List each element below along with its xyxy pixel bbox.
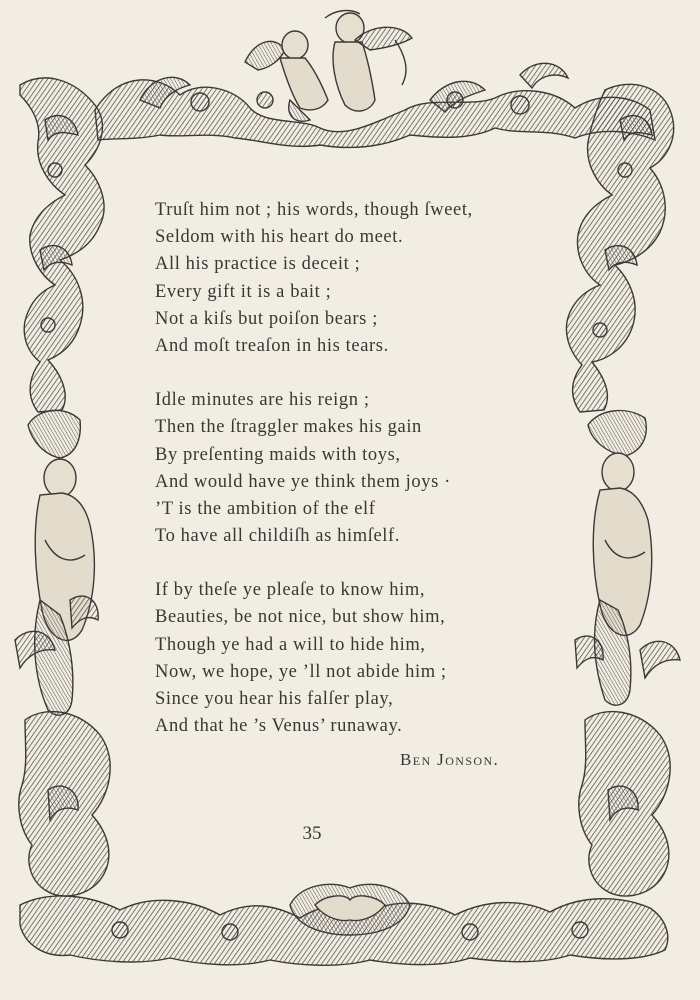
poem-line: To have all childiſh as himſelf. [155, 526, 400, 547]
stanza-2 [155, 387, 545, 550]
poem-line: And moſt treaſon in his tears. [155, 335, 389, 356]
poem-line: Every gift it is a bait ; [155, 281, 332, 302]
poem-line: And would have ye think them joys · [155, 471, 451, 492]
poem-line: By preſenting maids with toys, [155, 444, 401, 465]
poem-line: Seldom with his heart do meet. [155, 227, 404, 248]
poem-line: Now, we hope, ye ’ll not abide him ; [155, 661, 447, 682]
poem-author: Ben Jonson. [400, 750, 500, 769]
poem-line: ’T is the ambition of the elf [155, 498, 376, 519]
poem-line: Beauties, be not nice, but show him, [155, 607, 446, 628]
stanza-1 [155, 197, 545, 360]
left-caryatid-icon [28, 410, 94, 715]
poem-line: Though ye had a will to hide him, [155, 634, 426, 655]
stanza-3 [155, 577, 545, 740]
poem-line: Since you hear his falſer play, [155, 689, 394, 709]
poem-line: Not a kiſs but poiſon bears ; [155, 308, 378, 329]
poem-line: Then the ſtraggler makes his gain [155, 417, 422, 438]
poem-line: All his practice is deceit ; [155, 254, 361, 275]
bottom-border [20, 884, 668, 965]
left-border [20, 78, 104, 412]
poem-line: Idle minutes are his reign ; [155, 390, 370, 411]
page-number: 35 [302, 823, 322, 844]
poem-line: Truſt him not ; his words, though ſweet, [155, 200, 473, 220]
top-border [95, 63, 655, 147]
poem-line: And that he ’s Venus’ runaway. [155, 716, 403, 737]
poem-line: If by theſe ye pleaſe to know him, [155, 580, 426, 601]
poem [155, 197, 545, 767]
